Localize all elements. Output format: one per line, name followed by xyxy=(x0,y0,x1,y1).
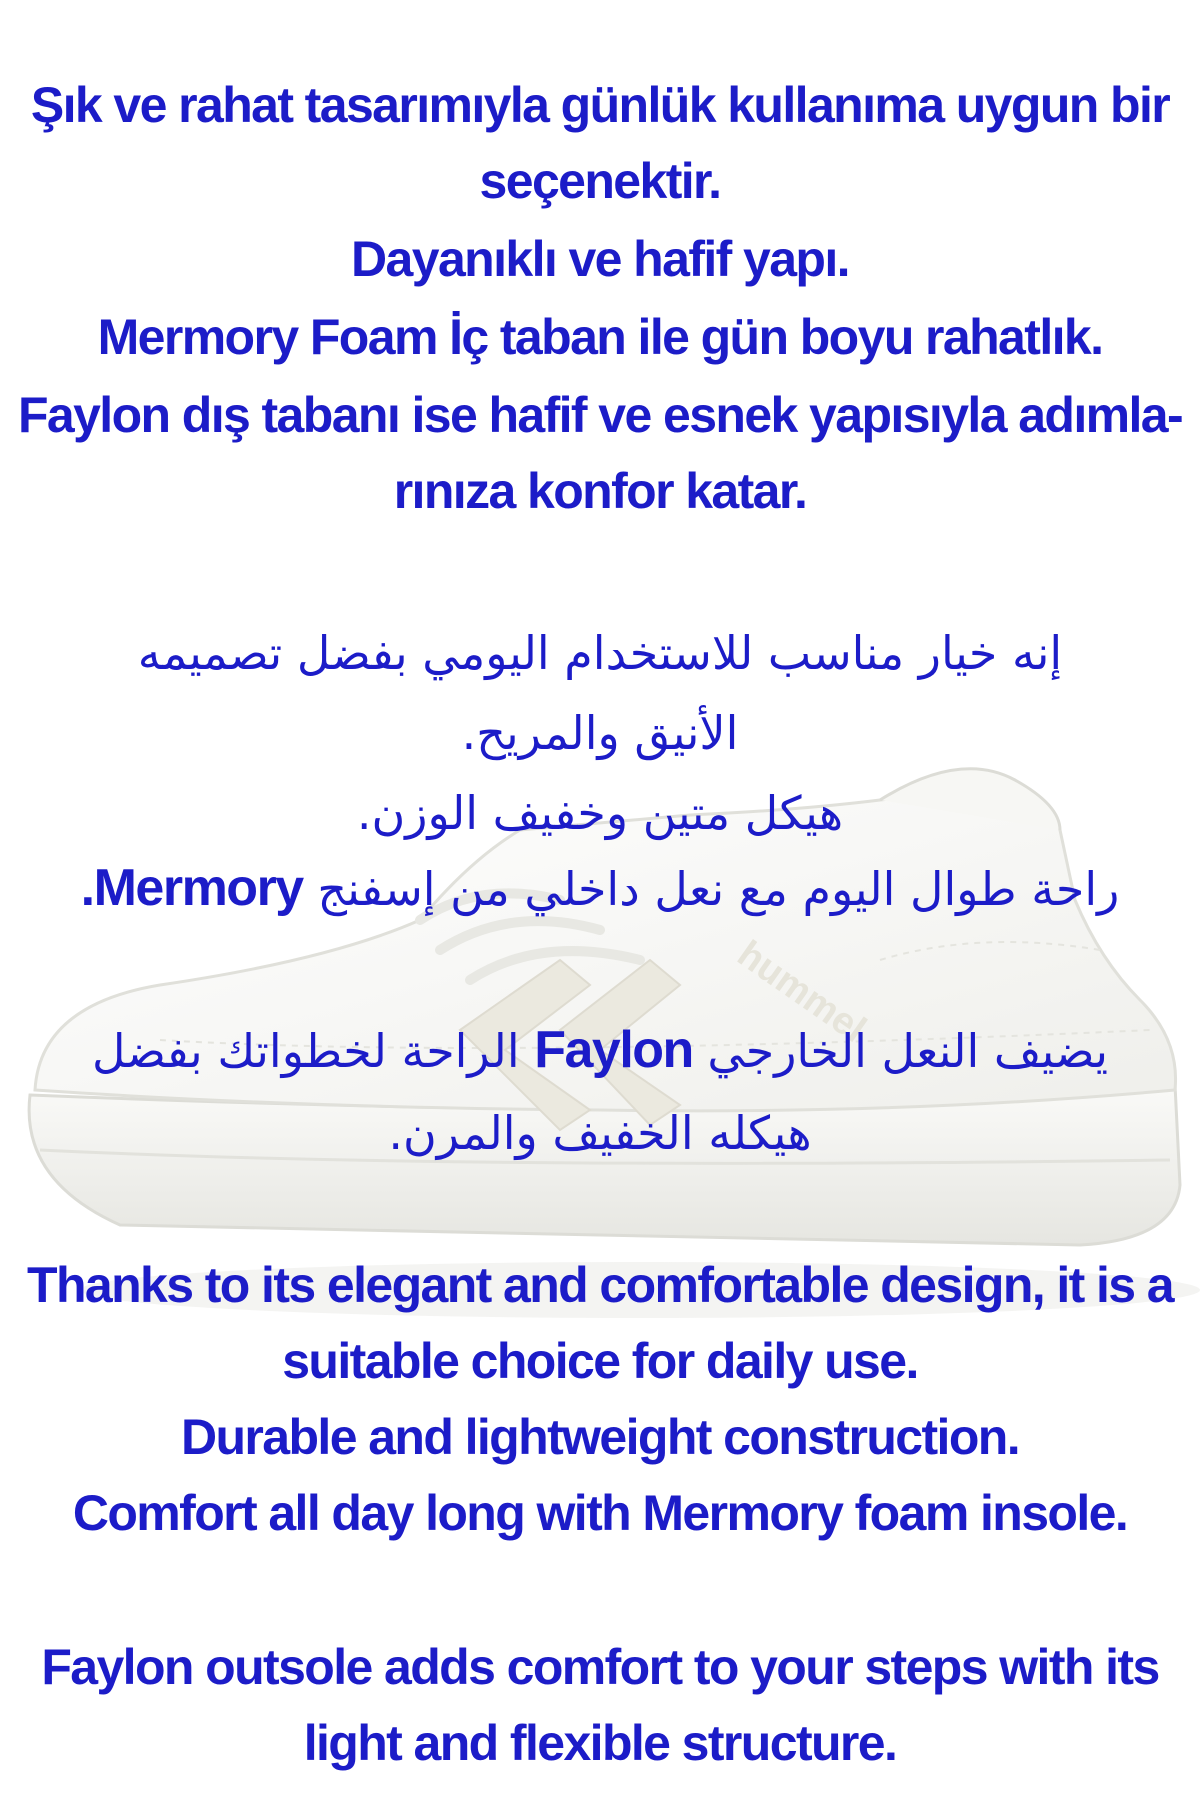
turkish-line-4: Mermory Foam İç taban ile gün boyu rahatlık. xyxy=(97,309,1103,365)
english-line-4: Comfort all day long with Mermory foam insole. xyxy=(72,1485,1128,1541)
mermory-term: Mermory. xyxy=(80,859,303,917)
english-line-5: Faylon outsole adds comfort to your steps with its xyxy=(41,1639,1159,1695)
english-line-1: Thanks to its elegant and comfortable design, it is a xyxy=(27,1257,1173,1313)
turkish-line-6: rınıza konfor katar. xyxy=(393,463,807,519)
arabic-line-2: الأنيق والمريح. xyxy=(461,706,739,760)
turkish-line-2: seçenektir. xyxy=(479,153,721,209)
english-line-2: suitable choice for daily use. xyxy=(282,1333,918,1389)
hummel-wordmark: hummel xyxy=(729,932,874,1051)
arabic-line-1: إنه خيار مناسب للاستخدام اليومي بفضل تصميمه xyxy=(137,626,1063,680)
arabic-line-5-text-b: الراحة لخطواتك بفضل xyxy=(91,1024,520,1078)
arabic-line-5 xyxy=(0,1021,1200,1079)
turkish-line-5: Faylon dış tabanı ise hafif ve esnek yapısıyla adımla- xyxy=(17,387,1183,443)
english-line-6: light and flexible structure. xyxy=(303,1715,897,1771)
arabic-line-4 xyxy=(0,859,1200,917)
arabic-line-4-text: راحة طوال اليوم مع نعل داخلي من إسفنج xyxy=(317,862,1120,916)
turkish-line-3: Dayanıklı ve hafif yapı. xyxy=(351,231,849,287)
english-line-3: Durable and lightweight construction. xyxy=(180,1409,1020,1465)
arabic-line-6: هيكله الخفيف والمرن. xyxy=(388,1106,812,1160)
turkish-line-1: Şık ve rahat tasarımıyla günlük kullanıma uygun bir xyxy=(30,77,1170,133)
arabic-line-3: هيكل متين وخفيف الوزن. xyxy=(356,786,844,840)
arabic-line-5-text-a: يضيف النعل الخارجي xyxy=(707,1024,1109,1078)
faylon-term: Faylon xyxy=(534,1021,693,1079)
